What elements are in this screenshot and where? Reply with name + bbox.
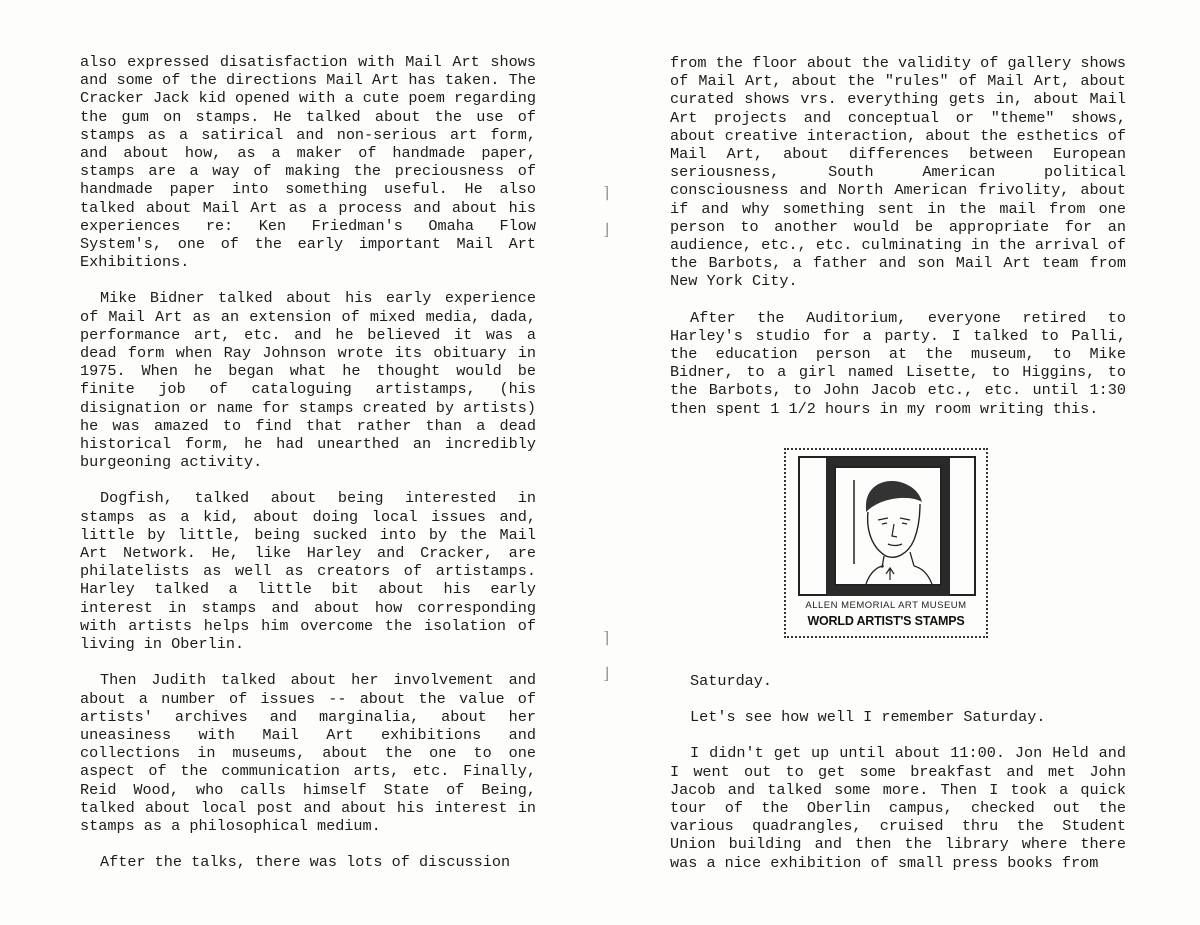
paragraph-8: I didn't get up until about 11:00. Jon Held and I went out to get some breakfast and met John Jacob and talked some more. Then I took a quick tour of the Oberlin campus, checked out the various quadrangles, cruised thru the Student Union building and then the library where there was a nice exhibition of small press books from [670, 744, 1126, 872]
artist-stamp [784, 448, 988, 638]
stamp-museum-name: ALLEN MEMORIAL ART MUSEUM [805, 600, 967, 611]
stamp-portrait [834, 466, 942, 586]
binding-mark: ⌋ [603, 664, 610, 683]
paragraph-remember: Let's see how well I remember Saturday. [690, 708, 1046, 727]
paragraph-3: Dogfish, talked about being interested in stamps as a kid, about doing local issues and, little by little, being sucked into by the Mail Art Network. He, like Harley and Cracker, are philatelists as well as creators of artistamps. Harley talked a little bit about his early interest in stamps and about how corresponding with artists helps him overcome the isolation of living in Oberlin. [80, 489, 536, 654]
paragraph-5: After the talks, there was lots of discussion [100, 853, 511, 872]
paragraph-6: from the floor about the validity of gallery shows of Mail Art, about the "rules" of Mail Art, about curated shows vrs. everything gets in, about Mail Art projects and conceptual or "theme" shows, about creative interaction, about the esthetics of Mail Art, about differences between European seriousness, South American political consciousness and North American frivolity, about if and why something sent in the mail from one person to another would be appropriate for an audience, etc., etc. culminating in the arrival of the Barbots, a father and son Mail Art team from New York City. [670, 54, 1126, 291]
paragraph-2: Mike Bidner talked about his early experience of Mail Art as an extension of mixed media, dada, performance art, etc. and he believed it was a dead form when Ray Johnson wrote its obituary in 1975. When he began what he thought would be finite job of cataloguing artistamps, (his disignation or name for stamps created by artists) he was amazed to find that rather than a dead historical form, he had unearthed an incredibly burgeoning activity. [80, 289, 536, 472]
left-column [80, 53, 536, 871]
paragraph-7: After the Auditorium, everyone retired to Harley's studio for a party. I talked to Palli, the education person at the museum, to Mike Bidner, to a girl named Lisette, to Higgins, to the Barbots, to John Jacob etc., etc. until 1:30 then spent 1 1/2 hours in my room writing this. [670, 308, 1126, 418]
binding-mark: ⌋ [603, 220, 610, 239]
stamp-frame [798, 456, 976, 596]
paragraph-1: also expressed disatisfaction with Mail Art shows and some of the directions Mail Art has taken. The Cracker Jack kid opened with a cute poem regarding the gum on stamps. He talked about the use of stamps as a satirical and non-serious art form, and about how, as a maker of handmade paper, stamps are a way of making the preciousness of handmade paper into something useful. He also talked about Mail Art as a process and about his experiences re: Ken Friedman's Omaha Flow System's, one of the early important Mail Art Exhibitions. [80, 53, 536, 272]
stamp-title: WORLD ARTIST'S STAMPS [807, 614, 965, 628]
right-column [670, 54, 1126, 418]
stamp-perforated-border [826, 458, 950, 596]
face-drawing-icon [836, 468, 940, 584]
paragraph-4: Then Judith talked about her involvement and about a number of issues -- about the value of artists' archives and marginalia, about her uneasiness with Mail Art exhibitions and collections in museums, about the one to one aspect of the communication arts, etc. Finally, Reid Wood, who calls himself State of Being, talked about local post and about his interest in stamps as a philosophical medium. [80, 671, 536, 835]
binding-mark: ⌉ [603, 183, 610, 202]
binding-mark: ⌉ [603, 628, 610, 647]
paragraph-saturday: Saturday. [690, 672, 773, 690]
right-column-bottom [670, 672, 1126, 872]
